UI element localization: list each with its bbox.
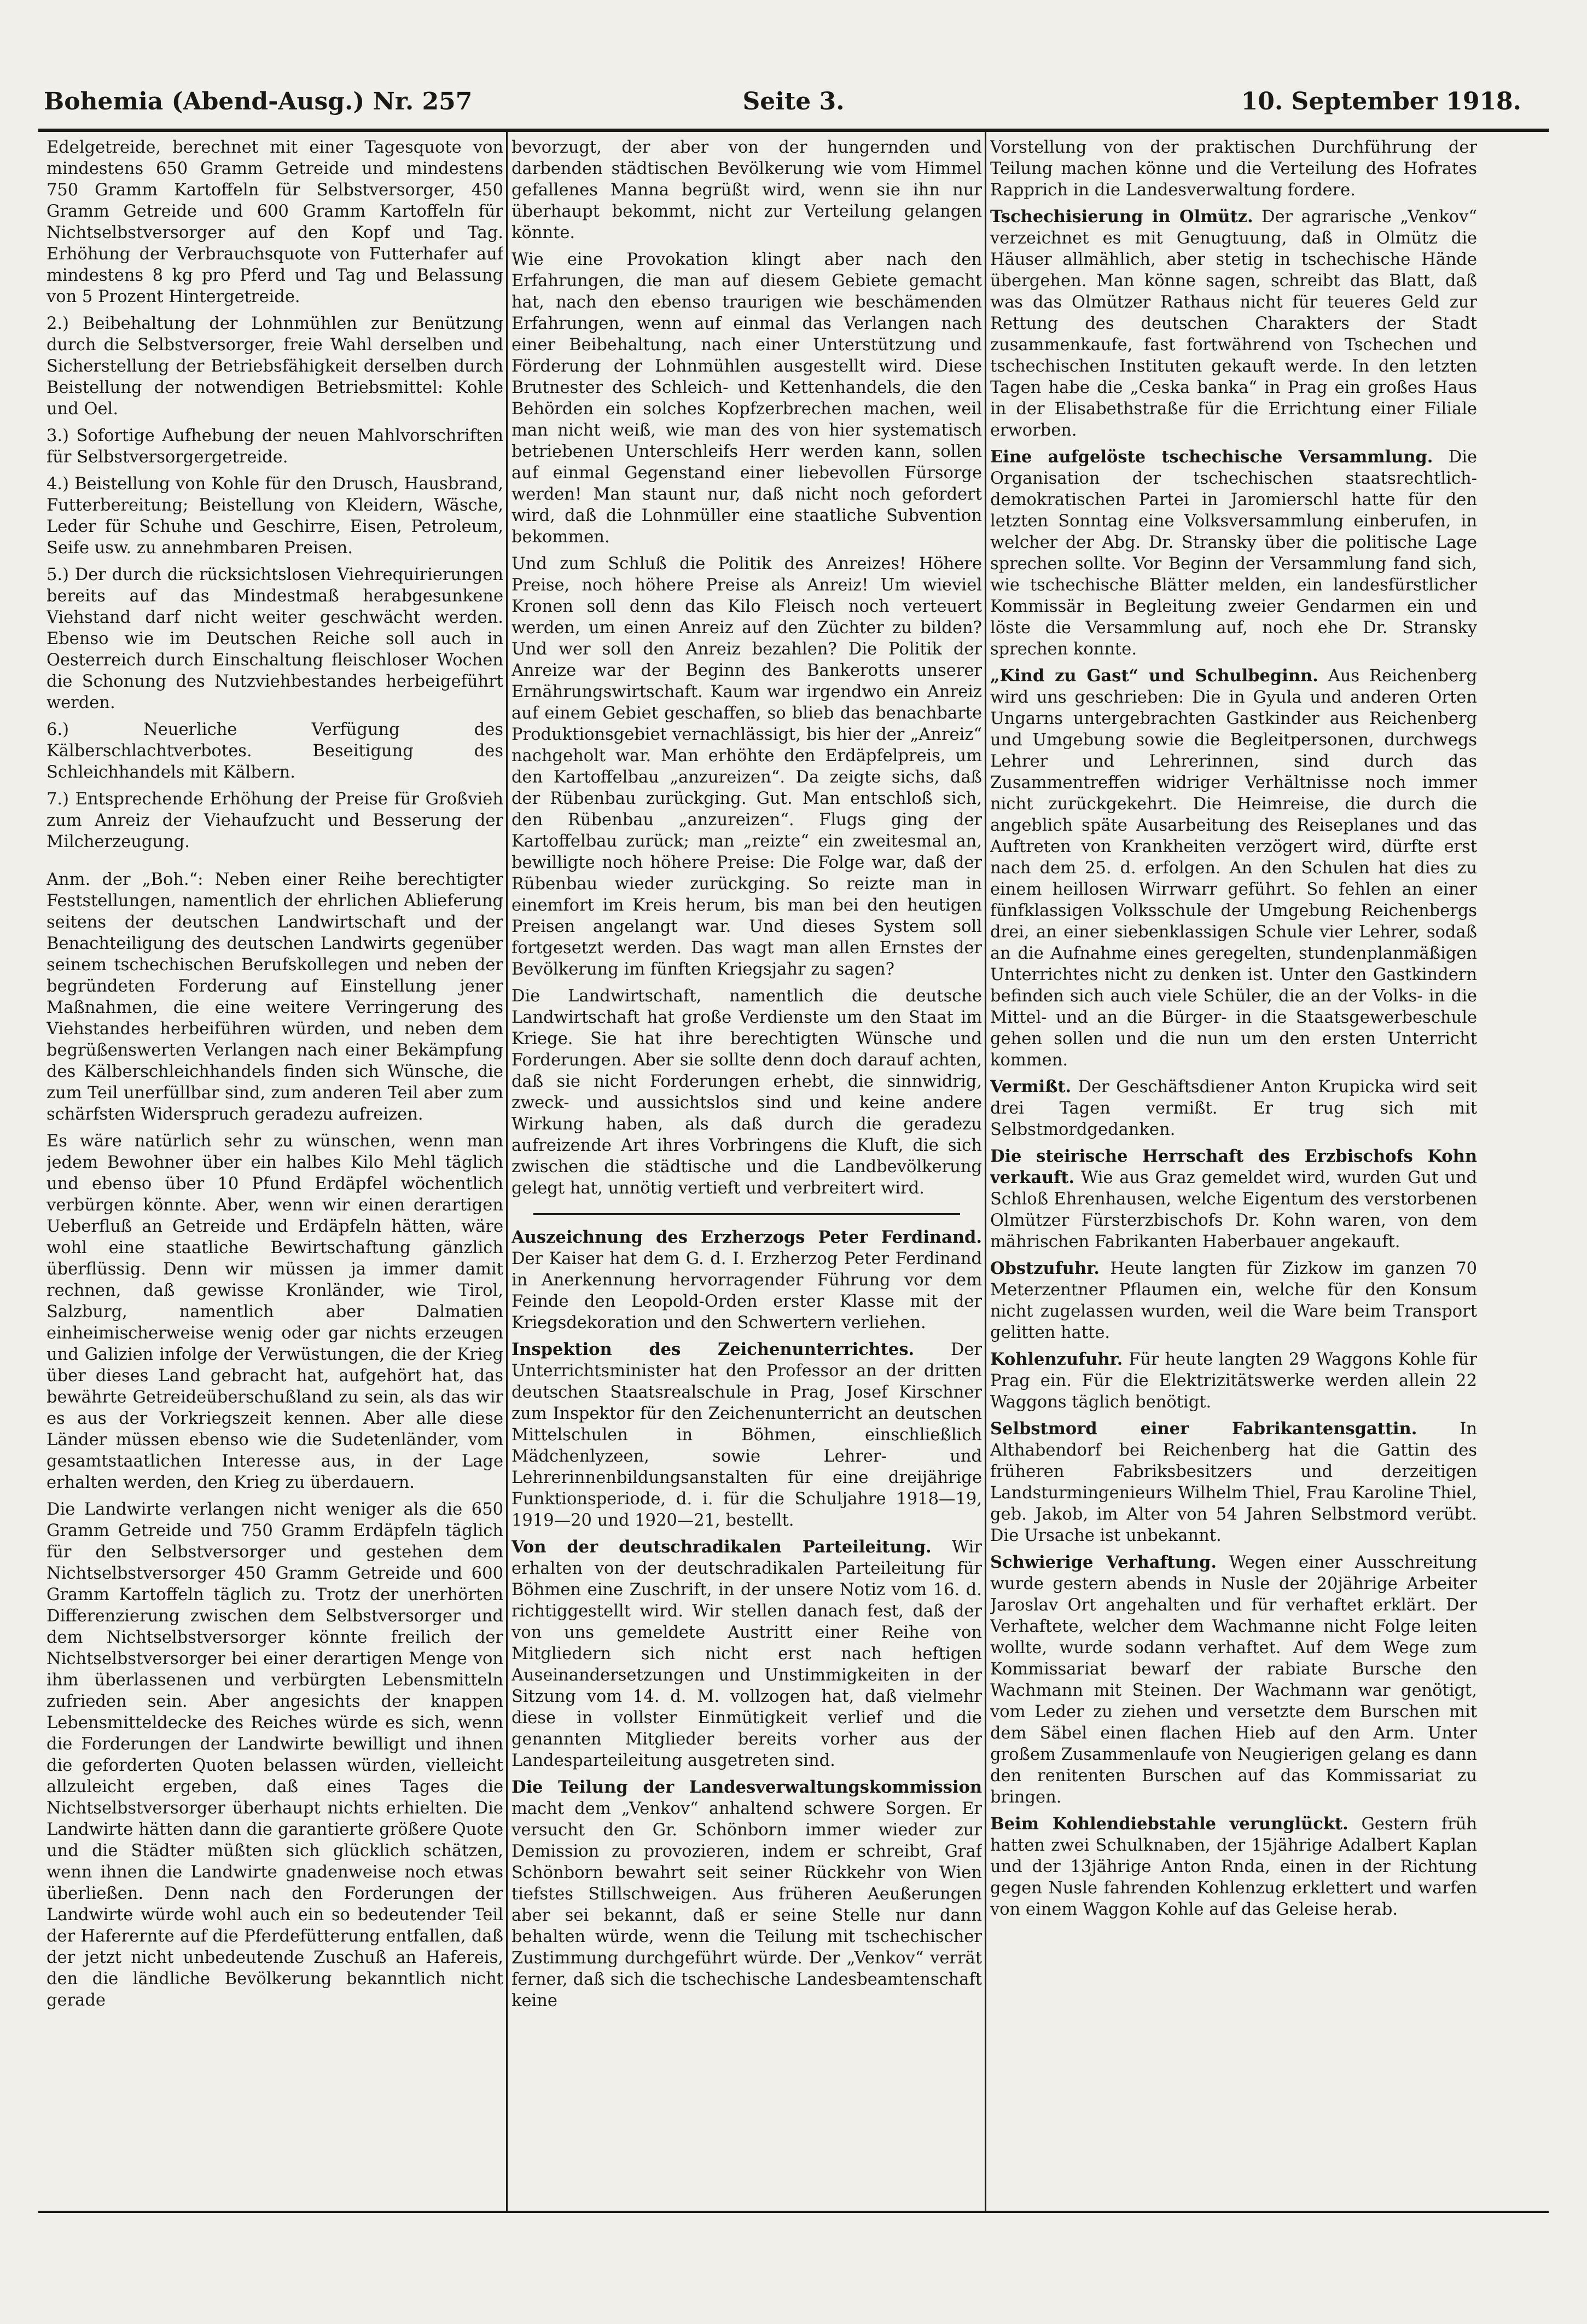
news-item <box>990 1076 1477 1140</box>
news-item <box>990 1146 1477 1253</box>
news-body: Der Geschäftsdiener Anton Krupicka wird seit drei Tagen vermißt. Er trug sich mit Selbstmordgedanken. <box>990 1077 1477 1139</box>
paragraph: 6.) Neuerliche Verfügung des Kälberschlachtverbotes. Beseitigung des Schleichhandels mit Kälbern. <box>46 720 503 782</box>
news-headline: Die Teilung der Landesverwaltungskommission <box>511 1777 982 1797</box>
paragraph: Die Landwirtschaft, namentlich die deutsche Landwirtschaft hat große Verdienste um den Staat im Kriege. Sie hat ihre berechtigten Wünsche und Forderungen. Aber sie sollte denn doch darauf achten, daß sie nicht Forderungen erhebt, die sinnwidrig, zweck- und aussichtslos sind und keine andere Wirkung haben, als daß durch die geradezu aufreizende Art ihres Vorbringens die Kluft, die sich zwischen die städtische und die Landbevölkerung gelegt hat, unnötig vertieft und verbreitert wird. <box>511 987 982 1198</box>
news-item <box>990 206 1477 441</box>
news-item <box>511 1339 982 1531</box>
footer-rule <box>38 2211 1549 2213</box>
news-headline: Die steirische Herrschaft des Erzbischofs Kohn verkauft. <box>990 1146 1477 1187</box>
news-item <box>990 665 1477 1071</box>
news-body: Der agrarische „Venkov“ verzeichnet es mit Genugtuung, daß in Olmütz die Häuser allmählich, aber stetig in tschechische Hände übergehen. Man könne sagen, schreibt das Blatt, daß was das Olmützer Rathaus nicht für teueres Geld zur Rettung des deutschen Charakters der Stadt zusammenkaufe, fast fortwährend von Tschechen und tschechischen Instituten gekauft werde. In den letzten Tagen habe die „Ceska banka“ in Prag ein großes Haus in der Elisabethstraße für die Errichtung einer Filiale erworben. <box>990 207 1477 440</box>
header-publication: Bohemia (Abend-Ausg.) Nr. 257 <box>44 88 473 115</box>
news-item <box>990 1552 1477 1808</box>
news-item <box>990 1349 1477 1413</box>
paragraph: Es wäre natürlich sehr zu wünschen, wenn man jedem Bewohner über ein halbes Kilo Mehl täglich und ebenso über 10 Pfund Erdäpfel wöchentlich verbürgen könnte. Aber, wenn wir einen derartigen Ueberfluß an Getreide und Erdäpfeln hätten, wäre wohl eine staatliche Bewirtschaftung gänzlich überflüssig. Denn wir müssen ja immer damit rechnen, daß gewisse Kronländer, wie Tirol, Salzburg, namentlich aber Dalmatien einheimischerweise wenig oder gar nichts erzeugen und Galizien infolge der Verwüstungen, die der Krieg über dieses Land gebracht hat, aufgehört hat, das bewährte Getreideüberschußland zu sein, als das wir es aus der Vorkriegszeit kennen. Aber alle diese Länder müssen ebenso wie die Sudetenländer, vom gesamtstaatlichen Interesse aus, in der Lage erhalten werden, den Krieg zu überdauern. <box>46 1132 503 1492</box>
news-headline: Kohlenzufuhr. <box>990 1349 1123 1369</box>
news-body: Wir erhalten von der deutschradikalen Parteileitung für Böhmen eine Zuschrift, in der unsere Notiz vom 16. d. richtiggestellt wird. Wir stellen danach fest, daß der von uns gemeldete Austritt einer Reihe von Mitgliedern sich nicht erst nach heftigen Auseinandersetzungen und Unstimmigkeiten in der Sitzung vom 14. d. M. vollzogen hat, daß vielmehr diese in vollster Einmütigkeit verlief und die genannten Mitglieder bereits vorher aus der Landesparteileitung ausgetreten sind. <box>511 1538 982 1770</box>
article-separator <box>533 1213 960 1215</box>
news-body: Wegen einer Ausschreitung wurde gestern abends in Nusle der 20jährige Arbeiter Jaroslav Ort angehalten und für verhaftet erklärt. Der Verhaftete, welcher dem Wachmanne nicht Folge leiten wollte, wurde sodann verhaftet. Auf dem Wege zum Kommissariat bewarf der rabiate Bursche den Wachmann mit Steinen. Der Wachmann war genötigt, vom Leder zu ziehen und versetzte dem Burschen mit dem Säbel einen flachen Hieb auf den Arm. Unter großem Zusammenlaufe von Neugierigen gelang es dann den renitenten Burschen auf das Kommissariat zu bringen. <box>990 1553 1477 1807</box>
paragraph: Anm. der „Boh.“: Neben einer Reihe berechtigter Feststellungen, namentlich der ehrlichen Ablieferung seitens der deutschen Landwirtschaft und der Benachteiligung des deutschen Landwirts gegenüber seinem tschechischen Berufskollegen und neben der begründeten Forderung auf Einstellung jener Maßnahmen, die eine weitere Verringerung des Viehstandes herbeiführen würden, und neben dem begrüßenswerten Verlangen nach einer Bekämpfung des Kälberschleichhandels finden sich Wünsche, die zum Teil unerfüllbar sind, zum anderen Teil aber zum schärfsten Widerspruch geradezu aufreizen. <box>46 870 503 1124</box>
news-headline: Beim Kohlendiebstahle verunglückt. <box>990 1814 1348 1834</box>
paragraph: 2.) Beibehaltung der Lohnmühlen zur Benützung durch die Selbstversorger, freie Wahl derselben und Sicherstellung der Betriebsfähigkeit derselben durch Beistellung der notwendigen Betriebsmittel: Kohle und Oel. <box>46 314 503 419</box>
news-body: Der Unterrichtsminister hat den Professor an der dritten deutschen Staatsrealschule in Prag, Josef Kirschner zum Inspektor für den Zeichenunterricht an deutschen Mittelschulen in Böhmen, einschließlich Mädchenlyzeen, sowie Lehrer- und Lehrerinnenbildungsanstalten für eine dreijährige Funktionsperiode, d. i. für die Schuljahre 1918—19, 1919—20 und 1920—21, bestellt. <box>511 1340 982 1530</box>
paragraph: 7.) Entsprechende Erhöhung der Preise für Großvieh zum Anreiz der Viehaufzucht und Besserung der Milcherzeugung. <box>46 790 503 851</box>
news-body: Wie aus Graz gemeldet wird, wurden Gut und Schloß Ehrenhausen, welche Eigentum des verstorbenen Olmützer Fürsterzbischofs Dr. Kohn waren, von dem mährischen Fabrikanten Haberbauer angekauft. <box>990 1168 1477 1251</box>
paragraph: Die Landwirte verlangen nicht weniger als die 650 Gramm Getreide und 750 Gramm Erdäpfeln täglich für den Selbstversorger und gestehen dem Nichtselbstversorger 450 Gramm Getreide und 600 Gramm Kartoffeln täglich zu. Trotz der unerhörten Differenzierung zwischen dem Selbstversorger und dem Nichtselbstversorger könnte freilich der Nichtselbstversorger bei einer derartigen Menge von ihm überlassenen und verbürgten Lebensmitteln zufrieden sein. Aber angesichts der knappen Lebensmitteldecke des Reiches würde es sich, wenn die Forderungen der Landwirte bewilligt und ihnen die geforderten Quoten belassen würden, vielleicht allzuleicht ergeben, daß eines Tages die Nichtselbstversorger überhaupt nichts erhielten. Die Landwirte hätten dann die garantierte größere Quote und die Städter müßten sich glücklich schätzen, wenn ihnen die Landwirte gnadenweise noch etwas überließen. Denn nach den Forderungen der Landwirte würde wohl auch ein so bedeutender Teil der Haferernte auf die Pferdefütterung entfallen, daß der jetzt nicht unbedeutende Zuschuß an Hafereis, den die ländliche Bevölkerung bekanntlich nicht gerade <box>46 1500 503 2010</box>
news-headline: Selbstmord einer Fabrikantensgattin. <box>990 1419 1417 1439</box>
news-item <box>990 1813 1477 1920</box>
news-item <box>990 1418 1477 1546</box>
news-headline: Inspektion des Zeichenunterrichtes. <box>511 1340 915 1359</box>
paragraph: Und zum Schluß die Politik des Anreizes! Höhere Preise, noch höhere Preise als Anreiz! Um wieviel Kronen soll denn das Kilo Fleisch noch verteuert werden, um einen Anreiz auf den Züchter zu bilden? Und wer soll den Anreiz bezahlen? Die Politik der Anreize war der Beginn des Bankerotts unserer Ernährungswirtschaft. Kaum war irgendwo ein Anreiz auf einem Gebiet geschaffen, so blieb das benachbarte Produktionsgebiet vernachlässigt, bis hier der „Anreiz“ nachgeholt war. Man erhöhte den Erdäpfelpreis, um den Kartoffelbau „anzureizen“. Da zeigte sichs, daß der Rübenbau zurückging. Gut. Man entschloß sich, den Rübenbau „anzureizen“. Flugs ging der Kartoffelbau zurück; man „reizte“ ein zweitesmal an, bewilligte noch höhere Preise: Die Folge war, daß der Rübenbau wieder zurückging. So reizte man in einemfort im Kreis herum, bis man bei den heutigen Preisen angelangt war. Und dieses System soll fortgesetzt werden. Das wagt man allen Ernstes der Bevölkerung im fünften Kriegsjahr zu sagen? <box>511 554 982 979</box>
paragraph: Wie eine Provokation klingt aber nach den Erfahrungen, die man auf diesem Gebiete gemacht hat, nach den ebenso traurigen wie beschämenden Erfahrungen, wenn auf einmal das Verlangen nach einer Beibehaltung, nach einer Unterstützung und Förderung der Lohnmühlen ausgestellt wird. Diese Brutnester des Schleich- und Kettenhandels, die den Behörden ein solches Kopfzerbrechen machen, weil man nicht weiß, wie man des von hier systematisch betriebenen Unterschleifs Herr werden kann, sollen auf einmal Gegenstand einer liebevollen Fürsorge werden! Man staunt nur, daß nicht noch gefordert wird, daß die Lohnmüller eine staatliche Subvention bekommen. <box>511 250 982 547</box>
column-divider <box>985 131 986 2211</box>
news-item <box>511 1777 982 2012</box>
paragraph: 4.) Beistellung von Kohle für den Drusch, Hausbrand, Futterbereitung; Beistellung von Kleidern, Wäsche, Leder für Schuhe und Geschirre, Eisen, Petroleum, Seife usw. zu annehmbaren Preisen. <box>46 474 503 558</box>
paragraph: Vorstellung von der praktischen Durchführung der Teilung machen könne und die Verteilung des Hofrates Rapprich in die Landesverwaltung fordere. <box>990 138 1477 200</box>
news-headline: Tschechisierung in Olmütz. <box>990 207 1253 227</box>
news-headline: „Kind zu Gast“ und Schulbeginn. <box>990 666 1318 686</box>
column-divider <box>506 131 508 2211</box>
news-item <box>990 447 1477 660</box>
news-body: Aus Reichenberg wird uns geschrieben: Die in Gyula und anderen Orten Ungarns untergebrachten Gastkinder aus Reichenberg und Umgebung sowie die Begleitpersonen, durchwegs Lehrer und Lehrerinnen, sind durch das Zusammentreffen widriger Verhältnisse noch immer nicht zurückgekehrt. Die Heimreise, die durch die angeblich späte Ausarbeitung des Reiseplanes und das Auftreten von Krankheiten verzögert wird, dürfte erst nach dem 25. d. erfolgen. An den Schulen hat dies zu einem heillosen Wirrwarr geführt. So fehlen an einer fünfklassigen Volksschule der Umgebung Reichenbergs drei, an einer siebenklassigen Schule vier Lehrer, sodaß an die Aufnahme eines geregelten, stundenplanmäßigen Unterrichtes nicht zu denken ist. Unter den Gastkindern befinden sich auch viele Schüler, die an der Volks- in die Mittel- und an die Bürger- in die Staatsgewerbeschule gehen sollen und die nun um den ersten Unterricht kommen. <box>990 667 1477 1070</box>
column-2 <box>511 137 982 2205</box>
news-headline: Von der deutschradikalen Parteileitung. <box>511 1537 932 1557</box>
news-body: macht dem „Venkov“ anhaltend schwere Sorgen. Er versucht den Gr. Schönborn immer wieder zur Demission zu provozieren, indem er schreibt, Graf Schönborn bewahrt seit seiner Rückkehr von Wien tiefstes Stillschweigen. Aus früheren Aeußerungen aber sei bekannt, daß er seine Stelle nur dann behalten würde, wenn die Teilung mit tschechischer Zustimmung durchgeführt würde. Der „Venkov“ verrät ferner, daß sich die tschechische Landesbeamtenschaft keine <box>511 1799 982 2010</box>
news-body: Die Organisation der tschechischen staatsrechtlich-demokratischen Partei in Jaromierschl hatte für den letzten Sonntag eine Volksversammlung einberufen, in welcher der Abg. Dr. Stransky über die politische Lage sprechen sollte. Vor Beginn der Versammlung fand sich, wie tschechische Blätter melden, ein landesfürstlicher Kommissär in Begleitung zweier Gendarmen ein und löste die Versammlung auf, noch ehe Dr. Stransky sprechen konnte. <box>990 448 1477 659</box>
news-item <box>511 1227 982 1334</box>
column-3 <box>990 137 1477 2205</box>
page-header <box>33 77 1554 126</box>
news-headline: Eine aufgelöste tschechische Versammlung. <box>990 447 1433 467</box>
news-headline: Obstzufuhr. <box>990 1259 1100 1278</box>
news-body: Gestern früh hatten zwei Schulknaben, der 15jährige Adalbert Kaplan und der 13jährige Anton Rnda, einen in der Richtung gegen Nusle fahrenden Kohlenzug erklettert und warfen von einem Waggon Kohle auf das Geleise herab. <box>990 1815 1477 1919</box>
news-headline: Schwierige Verhaftung. <box>990 1552 1217 1572</box>
news-body: Für heute langten 29 Waggons Kohle für Prag ein. Für die Elektrizitätswerke werden allein 22 Waggons täglich benötigt. <box>990 1350 1477 1412</box>
header-rule <box>38 129 1549 132</box>
news-item <box>990 1258 1477 1343</box>
paragraph: bevorzugt, der aber von der hungernden und darbenden städtischen Bevölkerung wie vom Himmel gefallenes Manna begrüßt wird, wenn sie ihn nur überhaupt bekommt, nicht zur Verteilung gelangen könnte. <box>511 138 982 242</box>
news-headline: Auszeichnung des Erzherzogs Peter Ferdinand. <box>511 1227 982 1247</box>
column-1 <box>46 137 503 2205</box>
header-page-number: Seite 3. <box>742 88 845 115</box>
paragraph: 3.) Sofortige Aufhebung der neuen Mahlvorschriften für Selbstversorgergetreide. <box>46 426 503 467</box>
news-body: Der Kaiser hat dem G. d. I. Erzherzog Peter Ferdinand in Anerkennung hervorragender Führung vor dem Feinde den Leopold-Orden erster Klasse mit der Kriegsdekoration und den Schwertern verliehen. <box>511 1249 982 1332</box>
paragraph: 5.) Der durch die rücksichtslosen Viehrequirierungen bereits auf das Mindestmaß herabgesunkene Viehstand darf nicht weiter geschwächt werden. Ebenso wie im Deutschen Reiche soll auch in Oesterreich durch Einschaltung fleischloser Wochen die Schonung des Nutzviehbestandes herbeigeführt werden. <box>46 565 503 712</box>
news-body: In Althabendorf bei Reichenberg hat die Gattin des früheren Fabriksbesitzers und derzeitigen Landsturmingenieurs Wilhelm Thiel, Frau Karoline Thiel, geb. Jakob, im Alter von 54 Jahren Selbstmord verübt. Die Ursache ist unbekannt. <box>990 1419 1477 1545</box>
header-date: 10. September 1918. <box>1241 88 1521 115</box>
news-item <box>511 1537 982 1771</box>
news-body: Heute langten für Zizkow im ganzen 70 Meterzentner Pflaumen ein, welche für den Konsum nicht zugelassen wurden, weil die Ware beim Transport gelitten hatte. <box>990 1259 1477 1342</box>
paragraph: Edelgetreide, berechnet mit einer Tagesquote von mindestens 650 Gramm Getreide und mindestens 750 Gramm Kartoffeln für Selbstversorger, 450 Gramm Getreide und 600 Gramm Kartoffeln für Nichtselbstversorger auf den Kopf und Tag. Erhöhung der Verbrauchsquote von Futterhafer auf mindestens 8 kg pro Pferd und Tag und Belassung von 5 Prozent Hintergetreide. <box>46 138 503 306</box>
news-headline: Vermißt. <box>990 1077 1072 1097</box>
